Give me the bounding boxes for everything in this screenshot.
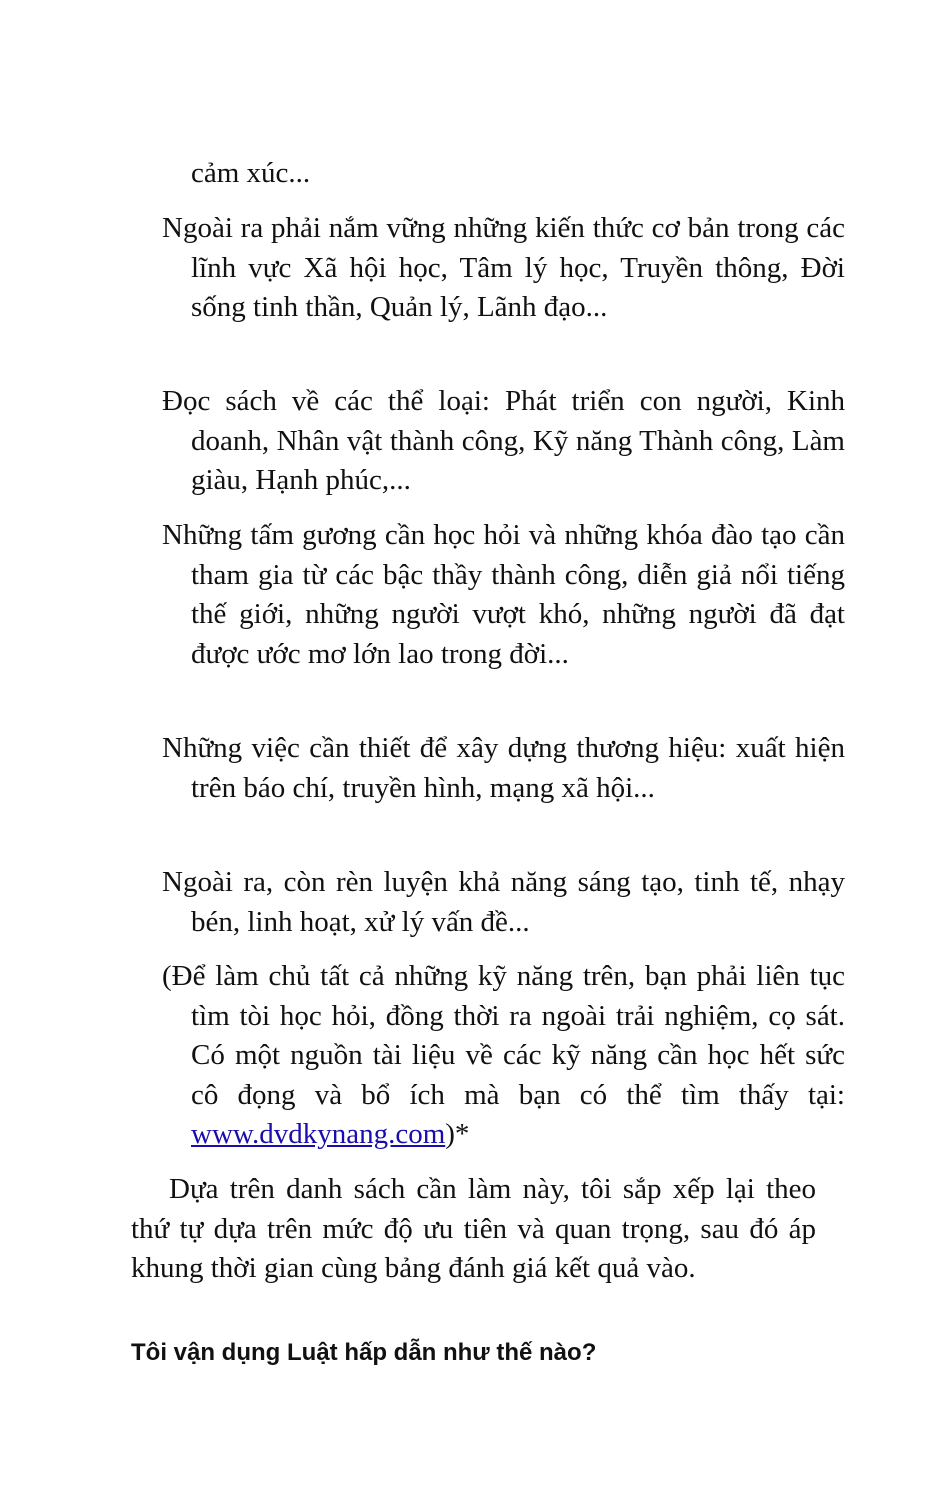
- list-item: Những việc cần thiết để xây dựng thương hiệu: xuất hiện trên báo chí, truyền hình, mạng xã hội...: [162, 732, 845, 804]
- list-item: Đọc sách về các thể loại: Phát triển con người, Kinh doanh, Nhân vật thành công, Kỹ năng Thành công, Làm giàu, Hạnh phúc,...: [162, 385, 845, 496]
- list-item: Những tấm gương cần học hỏi và những khóa đào tạo cần tham gia từ các bậc thầy thành công, diễn giả nổi tiếng thế giới, những người vượt khó, những người đã đạt được ước mơ lớn lao trong đời...: [162, 519, 845, 670]
- list-item: Ngoài ra phải nắm vững những kiến thức cơ bản trong các lĩnh vực Xã hội học, Tâm lý học, Truyền thông, Đời sống tinh thần, Quản lý, Lãnh đạo...: [162, 212, 845, 323]
- note-item: [162, 957, 845, 1155]
- list-item: Ngoài ra, còn rèn luyện khả năng sáng tạo, tinh tế, nhạy bén, linh hoạt, xử lý vấn đề...: [162, 866, 845, 938]
- section-heading: Tôi vận dụng Luật hấp dẫn như thế nào?: [131, 1339, 597, 1366]
- note-text: (Để làm chủ tất cả những kỹ năng trên, bạn phải liên tục tìm tòi học hỏi, đồng thời ra ngoài trải nghiệm, cọ sát. Có một nguồn tài liệu về các kỹ năng cần học hết sức cô đọng và bổ ích mà bạn có thể tìm thấy tại:: [162, 960, 845, 1111]
- body-paragraph: Dựa trên danh sách cần làm này, tôi sắp xếp lại theo thứ tự dựa trên mức độ ưu tiên và quan trọng, sau đó áp khung thời gian cùng bảng đánh giá kết quả vào.: [131, 1173, 816, 1284]
- continuation-text: cảm xúc...: [191, 157, 311, 189]
- note-suffix: )*: [445, 1118, 470, 1150]
- website-link[interactable]: www.dvdkynang.com: [191, 1118, 446, 1150]
